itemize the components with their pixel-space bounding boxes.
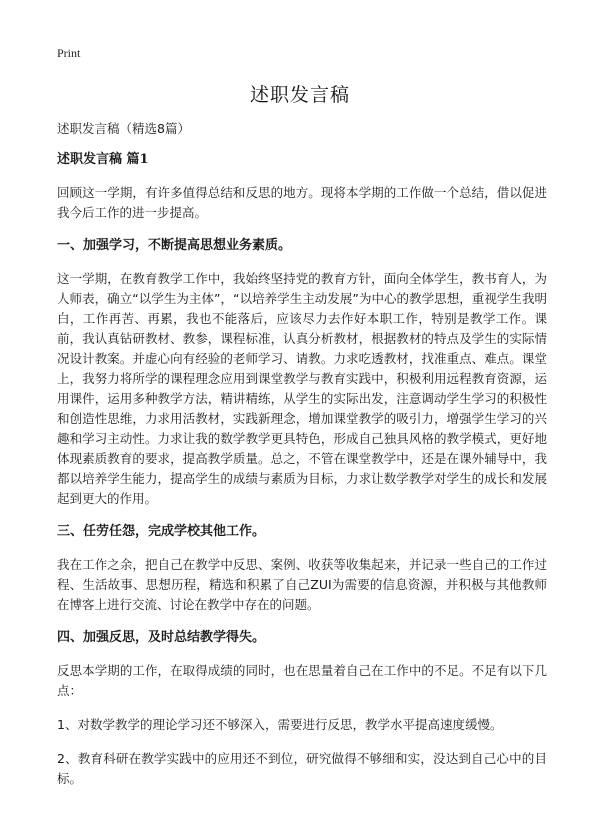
section-heading: 一、加强学习，不断提高思想业务素质。	[57, 238, 292, 253]
section-heading: 四、加强反思，及时总结教学得失。	[57, 630, 266, 645]
section-heading: 三、任劳任怨，完成学校其他工作。	[57, 524, 266, 539]
part-heading: 述职发言稿 篇1	[57, 152, 149, 167]
document-subtitle: 述职发言稿（精选8篇）	[57, 121, 190, 136]
document-body	[57, 120, 547, 803]
section-paragraph: 我在工作之余，把自己在教学中反思、案例、收获等收集起来，并记录一些自己的工作过程、生活故事、思想历程，精选和积累了自己ZUI为需要的信息资源，并积极与其他教师在博客上进行交流、讨论在教学中存在的问题。	[57, 557, 547, 612]
print-label: Print	[57, 46, 81, 60]
intro-paragraph: 回顾这一学期，有许多值得总结和反思的地方。现将本学期的工作做一个总结，借以促进我今后工作的进一步提高。	[57, 185, 547, 220]
section-paragraph: 2、教育科研在教学实践中的应用还不到位，研究做得不够细和实，没达到自己心中的目标。	[57, 751, 547, 786]
section-paragraph: 反思本学期的工作，在取得成绩的同时，也在思量着自己在工作中的不足。不足有以下几点：	[57, 663, 547, 698]
section-paragraph: 1、对数学教学的理论学习还不够深入，需要进行反思，教学水平提高速度缓慢。	[57, 717, 503, 732]
section-paragraph: 这一学期，在教育教学工作中，我始终坚持党的教育方针，面向全体学生，教书育人，为人师表，确立“以学生为主体”，“以培养学生主动发展”为中心的教学思想，重视学生我明白，工作再苦、再累，我也不能落后，应该尽力去作好本职工作，特别是教学工作。课前，我认真钻研教材、教参，课程标准，认真分析教材，根据教材的特点及学生的实际情况设计教案。并虚心向有经验的老师学习、请教。力求吃透教材，找准重点、难点。课堂上，我努力将所学的课程理念应用到课堂教学与教育实践中，积极利用远程教育资源，运用课件，运用多种教学方法，精讲精练，从学生的实际出发，注意调动学生学习的积极性和创造性思维，力求用活教材，实践新理念，增加课堂教学的吸引力，增强学生学习的兴趣和学习主动性。力求让我的数学教学更具特色，形成自己独具风格的教学模式，更好地体现素质教育的要求，提高教学质量。总之，不管在课堂教学中，还是在课外辅导中，我都以培养学生能力，提高学生的成绩与素质为目标，力求让数学教学对学生的成长和发展起到更大的作用。	[57, 271, 547, 506]
document-title: 述职发言稿	[249, 84, 350, 106]
